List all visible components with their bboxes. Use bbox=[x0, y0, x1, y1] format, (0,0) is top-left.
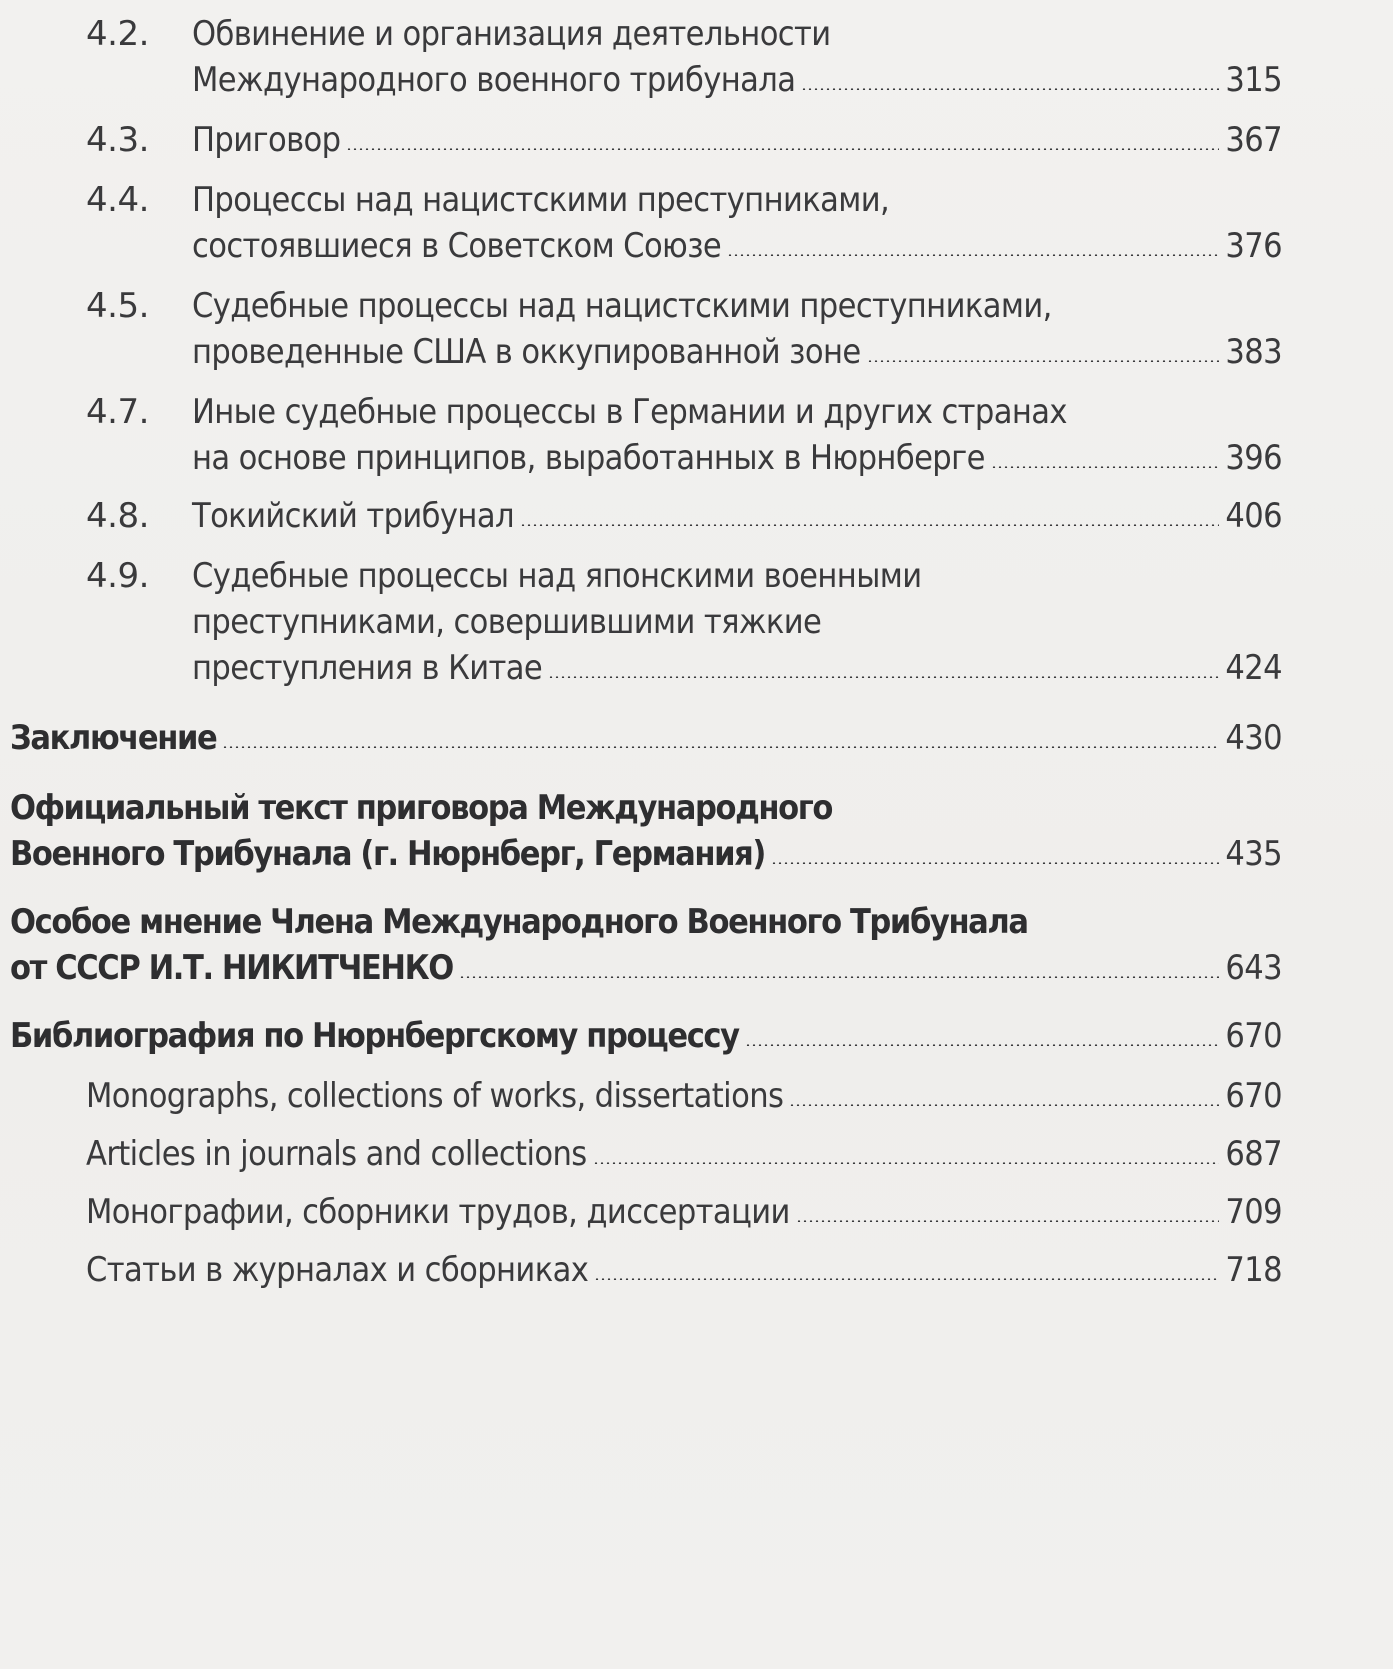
toc-entry-title-line bbox=[10, 902, 1282, 942]
section-number: 4.2. bbox=[86, 14, 149, 54]
toc-entry-4-5[interactable] bbox=[192, 332, 1282, 372]
toc-entry-text: преступниками, совершившими тяжкие bbox=[192, 602, 822, 642]
dot-leader bbox=[789, 1104, 1219, 1106]
toc-entry-4-3[interactable] bbox=[192, 120, 1282, 160]
toc-entry-title-line bbox=[192, 392, 1282, 432]
page-number: 718 bbox=[1225, 1250, 1282, 1290]
toc-entry-text: Официальный текст приговора Международного bbox=[10, 788, 832, 828]
page-number: 424 bbox=[1225, 648, 1282, 688]
toc-entry-4-8[interactable] bbox=[192, 496, 1282, 536]
section-number: 4.9. bbox=[86, 556, 149, 596]
dot-leader bbox=[594, 1278, 1219, 1280]
toc-entry-4-7[interactable] bbox=[192, 438, 1282, 478]
dot-leader bbox=[796, 1220, 1220, 1222]
page-number: 687 bbox=[1225, 1134, 1282, 1174]
dot-leader bbox=[745, 1044, 1220, 1046]
toc-entry-text: Статьи в журналах и сборниках bbox=[86, 1250, 589, 1290]
page-number: 643 bbox=[1225, 948, 1282, 988]
toc-entry-text: Судебные процессы над нацистскими преступниками, bbox=[192, 286, 1052, 326]
toc-entry-title-line bbox=[192, 286, 1282, 326]
toc-entry-text: состоявшиеся в Советском Союзе bbox=[192, 226, 722, 266]
toc-entry-text: Военного Трибунала (г. Нюрнберг, Германия) bbox=[10, 834, 765, 874]
page-number: 396 bbox=[1225, 438, 1282, 478]
dot-leader bbox=[520, 524, 1219, 526]
toc-entry-text: Библиография по Нюрнбергскому процессу bbox=[10, 1016, 739, 1056]
toc-entry-title-line bbox=[192, 602, 1282, 642]
toc-entry-biblio-item[interactable] bbox=[86, 1192, 1282, 1232]
dot-leader bbox=[593, 1162, 1220, 1164]
dot-leader bbox=[222, 746, 1219, 748]
toc-entry-text: Судебные процессы над японскими военными bbox=[192, 556, 922, 596]
toc-entry-text: Заключение bbox=[10, 718, 217, 758]
toc-entry-4-4[interactable] bbox=[192, 226, 1282, 266]
toc-entry-verdict[interactable] bbox=[10, 834, 1282, 874]
page-number: 367 bbox=[1225, 120, 1282, 160]
toc-entry-4-9[interactable] bbox=[192, 648, 1282, 688]
toc-entry-text: Monographs, collections of works, dissertations bbox=[86, 1076, 784, 1116]
page-number: 709 bbox=[1225, 1192, 1282, 1232]
dot-leader bbox=[346, 148, 1219, 150]
toc-entry-text: Международного военного трибунала bbox=[192, 60, 796, 100]
toc-entry-title-line bbox=[192, 14, 1282, 54]
page-number: 430 bbox=[1225, 718, 1282, 758]
toc-entry-biblio-item[interactable] bbox=[86, 1076, 1282, 1116]
toc-entry-text: преступления в Китае bbox=[192, 648, 543, 688]
dot-leader bbox=[867, 360, 1220, 362]
dot-leader bbox=[727, 254, 1219, 256]
page-number: 383 bbox=[1225, 332, 1282, 372]
section-number: 4.8. bbox=[86, 496, 149, 536]
section-number: 4.7. bbox=[86, 392, 149, 432]
toc-entry-title-line bbox=[192, 180, 1282, 220]
dot-leader bbox=[991, 466, 1220, 468]
toc-entry-conclusion[interactable] bbox=[10, 718, 1282, 758]
page-number: 376 bbox=[1225, 226, 1282, 266]
toc-entry-text: проведенные США в оккупированной зоне bbox=[192, 332, 861, 372]
page-number: 435 bbox=[1225, 834, 1282, 874]
dot-leader bbox=[801, 88, 1219, 90]
toc-entry-text: Токийский трибунал bbox=[192, 496, 514, 536]
toc-entry-text: Иные судебные процессы в Германии и других странах bbox=[192, 392, 1067, 432]
section-number: 4.3. bbox=[86, 120, 149, 160]
toc-entry-biblio-item[interactable] bbox=[86, 1250, 1282, 1290]
toc-entry-text: Монографии, сборники трудов, диссертации bbox=[86, 1192, 790, 1232]
page-number: 406 bbox=[1225, 496, 1282, 536]
toc-entry-biblio-item[interactable] bbox=[86, 1134, 1282, 1174]
dot-leader bbox=[459, 976, 1220, 978]
page-number: 315 bbox=[1225, 60, 1282, 100]
toc-entry-text: Обвинение и организация деятельности bbox=[192, 14, 831, 54]
toc-entry-text: Процессы над нацистскими преступниками, bbox=[192, 180, 890, 220]
toc-entry-text: Articles in journals and collections bbox=[86, 1134, 587, 1174]
toc-entry-opinion[interactable] bbox=[10, 948, 1282, 988]
page-number: 670 bbox=[1225, 1016, 1282, 1056]
toc-entry-text: от СССР И.Т. НИКИТЧЕНКО bbox=[10, 948, 453, 988]
toc-entry-4-2[interactable] bbox=[192, 60, 1282, 100]
toc-entry-title-line bbox=[192, 556, 1282, 596]
dot-leader bbox=[548, 676, 1219, 678]
toc-entry-bibliography[interactable] bbox=[10, 1016, 1282, 1056]
toc-entry-text: на основе принципов, выработанных в Нюрнберге bbox=[192, 438, 985, 478]
dot-leader bbox=[771, 862, 1219, 864]
section-number: 4.5. bbox=[86, 286, 149, 326]
page-number: 670 bbox=[1225, 1076, 1282, 1116]
section-number: 4.4. bbox=[86, 180, 149, 220]
toc-entry-text: Особое мнение Члена Международного Военного Трибунала bbox=[10, 902, 1028, 942]
toc-entry-title-line bbox=[10, 788, 1282, 828]
toc-entry-text: Приговор bbox=[192, 120, 341, 160]
